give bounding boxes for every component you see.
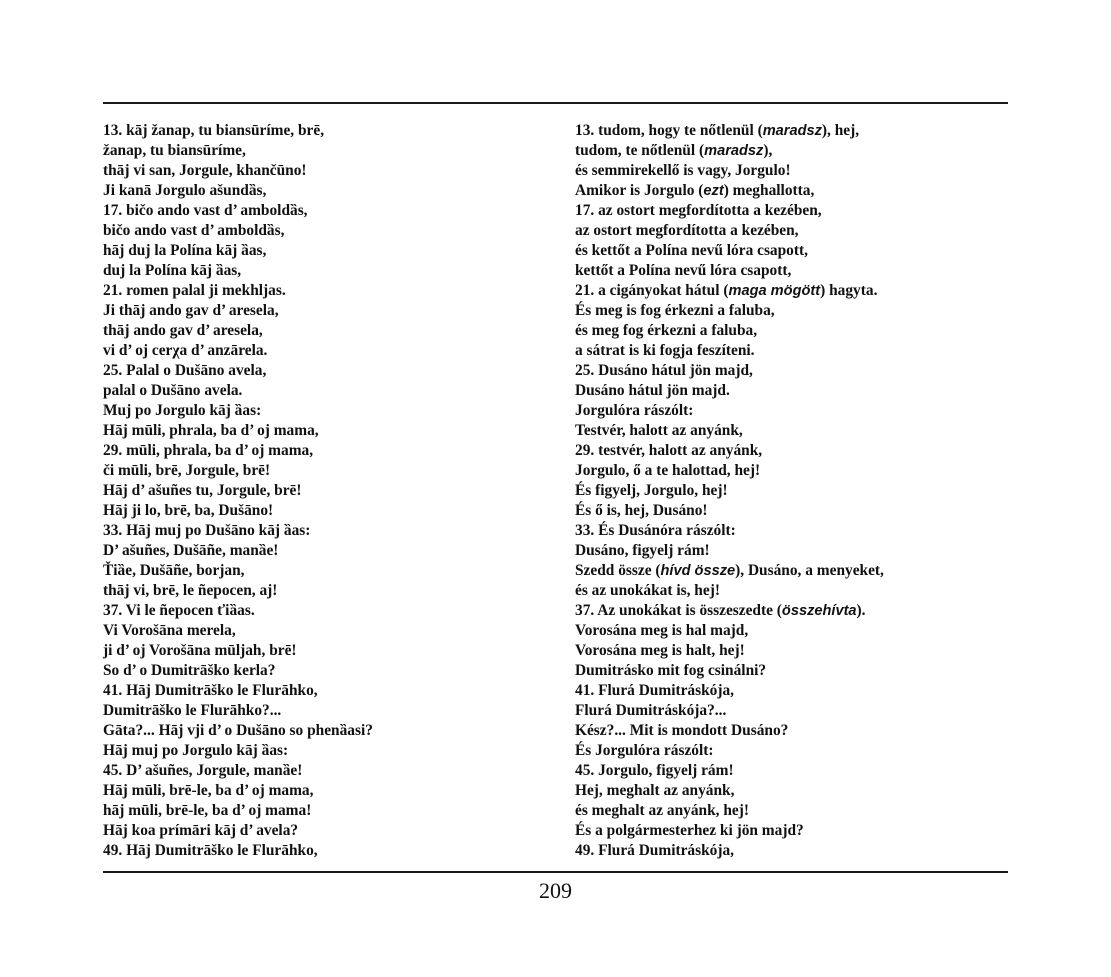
line-text: És ő is, hej, Dusáno! (575, 502, 708, 519)
hungarian-verse-line (575, 341, 1008, 361)
romani-verse-line: Dumitrāško le Flurāhko?... (103, 702, 282, 719)
hungarian-translation-column (575, 121, 1008, 861)
line-text: Hej, meghalt az anyánk, (575, 782, 735, 799)
romani-verse-line: žanap, tu biansūríme, (103, 142, 246, 159)
italic-gloss: összehívta (781, 603, 857, 619)
line-text: 29. testvér, halott az anyánk, (575, 442, 763, 459)
romani-verse-line: Hāj mūli, phrala, ba d’ oj mama, (103, 422, 319, 439)
line-text: 13. tudom, hogy te nőtlenül ( (575, 122, 763, 139)
line-text: Szedd össze ( (575, 562, 661, 579)
line-text: És a polgármesterhez ki jön majd? (575, 822, 804, 839)
hungarian-verse-line (575, 361, 1008, 381)
hungarian-verse-line (575, 761, 1008, 781)
hungarian-verse-line (575, 441, 1008, 461)
line-text: 25. Dusáno hátul jön majd, (575, 362, 753, 379)
line-text-tail: ). (856, 602, 866, 619)
hungarian-verse-line (575, 641, 1008, 661)
italic-gloss: maga mögött (728, 283, 821, 299)
line-text: Testvér, halott az anyánk, (575, 422, 743, 439)
hungarian-verse-line (575, 241, 1008, 261)
line-text: És figyelj, Jorgulo, hej! (575, 482, 728, 499)
line-text: kettőt a Polína nevű lóra csapott, (575, 262, 792, 279)
romani-verse-line: thāj vi san, Jorgule, khančūno! (103, 162, 307, 179)
hungarian-verse-line (575, 221, 1008, 241)
hungarian-verse-line (575, 321, 1008, 341)
hungarian-verse-line (575, 741, 1008, 761)
line-text: 33. És Dusánóra rászólt: (575, 522, 736, 539)
romani-verse-line: 29. mūli, phrala, ba d’ oj mama, (103, 442, 314, 459)
romani-verse-line: palal o Dušāno avela. (103, 382, 243, 399)
hungarian-verse-line (575, 621, 1008, 641)
hungarian-verse-line (575, 421, 1008, 441)
line-text: és semmirekellő is vagy, Jorgulo! (575, 162, 791, 179)
romani-verse-line: vi d’ oj cerχa d’ anzārela. (103, 342, 268, 359)
line-text: Jorgulóra rászólt: (575, 402, 694, 419)
italic-gloss: ezt (703, 183, 724, 199)
romani-verse-line: Muj po Jorgulo kāj ȁas: (103, 402, 262, 419)
romani-verse-line: D’ ašuñes, Dušāñe, manȁe! (103, 542, 279, 559)
romani-verse-line: Ťiȁe, Dušāñe, borjan, (103, 562, 245, 579)
line-text-tail: ), hej, (821, 122, 860, 139)
romani-verse-line: Vi Vorošāna merela, (103, 622, 236, 639)
line-text: Vorosána meg is halt, hej! (575, 642, 745, 659)
hungarian-verse-line (575, 701, 1008, 721)
romani-verse-line: Ji kanā Jorgulo ašundȁs, (103, 182, 267, 199)
line-text-tail: ) meghallotta, (723, 182, 815, 199)
romani-verse-line: 25. Palal o Dušāno avela, (103, 362, 267, 379)
romani-verse-line: 37. Vi le ñepocen ťiȁas. (103, 602, 255, 619)
romani-verse-line: thāj vi, brē, le ñepocen, aj! (103, 582, 278, 599)
line-text: Amikor is Jorgulo ( (575, 182, 704, 199)
hungarian-verse-line (575, 161, 1008, 181)
hungarian-verse-line (575, 801, 1008, 821)
hungarian-verse-line (575, 521, 1008, 541)
line-text: tudom, te nőtlenül ( (575, 142, 705, 159)
line-text: Dusáno hátul jön majd. (575, 382, 730, 399)
romani-verse-line: Gāta?... Hāj vji d’ o Dušāno so phenȁasi? (103, 722, 373, 739)
hungarian-verse-line (575, 301, 1008, 321)
romani-verse-line: duj la Polína kāj ȁas, (103, 262, 242, 279)
hungarian-verse-line (575, 481, 1008, 501)
hungarian-verse-line (575, 201, 1008, 221)
hungarian-verse-line (575, 821, 1008, 841)
romani-verse-line: Hāj muj po Jorgulo kāj ȁas: (103, 742, 289, 759)
top-rule (103, 102, 1008, 104)
romani-verse-line: bičo ando vast d’ amboldȁs, (103, 222, 285, 239)
hungarian-verse-line (575, 661, 1008, 681)
hungarian-verse-line (575, 401, 1008, 421)
italic-gloss: maradsz (762, 123, 822, 139)
hungarian-verse-line (575, 181, 1008, 201)
hungarian-verse-line (575, 501, 1008, 521)
hungarian-verse-line (575, 681, 1008, 701)
hungarian-verse-line (575, 121, 1008, 141)
hungarian-verse-line (575, 141, 1008, 161)
hungarian-verse-line (575, 721, 1008, 741)
romani-verse-line: thāj ando gav d’ aresela, (103, 322, 263, 339)
line-text: és meghalt az anyánk, hej! (575, 802, 749, 819)
hungarian-verse-line (575, 381, 1008, 401)
romani-verse-line: či mūli, brē, Jorgule, brē! (103, 462, 271, 479)
romani-verse-line: Hāj ji lo, brē, ba, Dušāno! (103, 502, 274, 519)
line-text-tail: ), Dusáno, a menyeket, (735, 562, 884, 579)
romani-verse-line: 13. kāj žanap, tu biansūríme, brē, (103, 122, 325, 139)
hungarian-verse-line (575, 841, 1008, 861)
romani-verse-line: ji d’ oj Vorošāna mūljah, brē! (103, 642, 297, 659)
line-text: Dusáno, figyelj rám! (575, 542, 710, 559)
hungarian-verse-line (575, 541, 1008, 561)
line-text-tail: ), (763, 142, 773, 159)
romani-verse-line: 33. Hāj muj po Dušāno kāj ȁas: (103, 522, 311, 539)
line-text: Kész?... Mit is mondott Dusáno? (575, 722, 789, 739)
romani-verse-line: 41. Hāj Dumitrāško le Flurāhko, (103, 682, 318, 699)
romani-verse-line: Hāj mūli, brē-le, ba d’ oj mama, (103, 782, 314, 799)
line-text: és az unokákat is, hej! (575, 582, 720, 599)
italic-gloss: hívd össze (660, 563, 736, 579)
romani-text-column (103, 121, 553, 861)
italic-gloss: maradsz (704, 143, 764, 159)
hungarian-verse-line (575, 281, 1008, 301)
line-text: És Jorgulóra rászólt: (575, 742, 714, 759)
line-text: 21. a cigányokat hátul ( (575, 282, 729, 299)
romani-verse-line: 45. D’ ašuñes, Jorgule, manȁe! (103, 762, 303, 779)
line-text: és meg fog érkezni a faluba, (575, 322, 758, 339)
line-text: 49. Flurá Dumitráskója, (575, 842, 735, 859)
line-text: 45. Jorgulo, figyelj rám! (575, 762, 734, 779)
romani-verse-line: hāj mūli, brē-le, ba d’ oj mama! (103, 802, 312, 819)
romani-verse-line: 21. romen palal ji mekhljas. (103, 282, 286, 299)
line-text: 37. Az unokákat is összeszedte ( (575, 602, 782, 619)
line-text: és kettőt a Polína nevű lóra csapott, (575, 242, 808, 259)
line-text: Jorgulo, ő a te halottad, hej! (575, 462, 761, 479)
line-text: Vorosána meg is hal majd, (575, 622, 749, 639)
hungarian-verse-line (575, 261, 1008, 281)
romani-verse-line: 49. Hāj Dumitrāško le Flurāhko, (103, 842, 318, 859)
romani-verse-line: Hāj d’ ašuñes tu, Jorgule, brē! (103, 482, 302, 499)
romani-verse-line: Ji thāj ando gav d’ aresela, (103, 302, 279, 319)
hungarian-verse-line (575, 561, 1008, 581)
hungarian-verse-line (575, 461, 1008, 481)
hungarian-verse-line (575, 781, 1008, 801)
line-text: az ostort megfordította a kezében, (575, 222, 799, 239)
line-text: Dumitrásko mit fog csinálni? (575, 662, 767, 679)
line-text-tail: ) hagyta. (820, 282, 878, 299)
romani-verse-line: hāj duj la Polína kāj ȁas, (103, 242, 267, 259)
romani-verse-line: 17. bičo ando vast d’ amboldȁs, (103, 202, 308, 219)
line-text: a sátrat is ki fogja feszíteni. (575, 342, 755, 359)
hungarian-verse-line (575, 601, 1008, 621)
line-text: És meg is fog érkezni a faluba, (575, 302, 775, 319)
line-text: 41. Flurá Dumitráskója, (575, 682, 735, 699)
bottom-rule (103, 871, 1008, 873)
hungarian-verse-line (575, 581, 1008, 601)
line-text: 17. az ostort megfordította a kezében, (575, 202, 822, 219)
line-text: Flurá Dumitráskója?... (575, 702, 727, 719)
romani-verse-line: Hāj koa prímāri kāj d’ avela? (103, 822, 299, 839)
page-number: 209 (539, 878, 572, 903)
romani-verse-line: So d’ o Dumitrāško kerla? (103, 662, 276, 679)
